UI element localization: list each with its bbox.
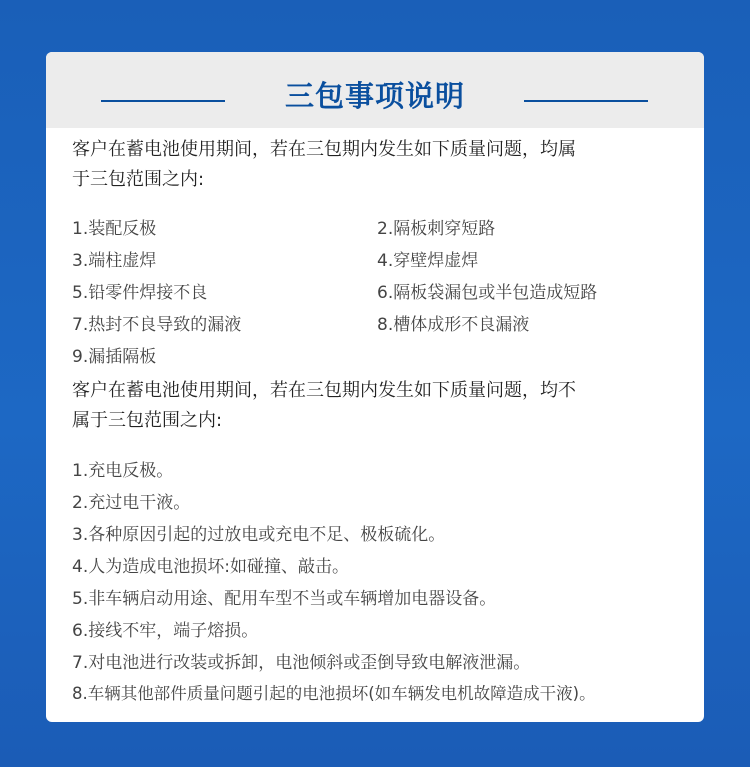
covered-item: 3.端柱虚焊	[72, 251, 157, 271]
covered-item: 1.装配反极	[72, 219, 157, 239]
covered-item: 5.铅零件焊接不良	[72, 283, 208, 303]
not-covered-item: 1.充电反极。	[72, 461, 174, 481]
covered-item: 2.隔板刺穿短路	[377, 219, 496, 239]
not-covered-item: 2.充过电干液。	[72, 493, 191, 513]
not-covered-item: 8.车辆其他部件质量问题引起的电池损坏(如车辆发电机故障造成干液)。	[72, 684, 596, 703]
page-title: 三包事项说明	[284, 79, 465, 113]
title-divider-right	[524, 100, 648, 102]
covered-item: 9.漏插隔板	[72, 347, 157, 367]
not-covered-item: 4.人为造成电池损坏:如碰撞、敲击。	[72, 557, 349, 577]
not-covered-item: 5.非车辆启动用途、配用车型不当或车辆增加电器设备。	[72, 589, 497, 609]
card-header	[46, 52, 704, 128]
not-covered-intro-line2: 属于三包范围之内:	[72, 410, 223, 431]
covered-intro-line2: 于三包范围之内:	[72, 169, 205, 190]
covered-item: 8.槽体成形不良漏液	[377, 315, 530, 335]
not-covered-intro	[72, 376, 682, 436]
not-covered-item: 7.对电池进行改装或拆卸，电池倾斜或歪倒导致电解液泄漏。	[72, 653, 531, 673]
covered-item: 4.穿壁焊虚焊	[377, 251, 479, 271]
covered-intro	[72, 135, 682, 195]
covered-item: 7.热封不良导致的漏液	[72, 315, 242, 335]
not-covered-item: 6.接线不牢，端子熔损。	[72, 621, 259, 641]
covered-item: 6.隔板袋漏包或半包造成短路	[377, 283, 598, 303]
covered-intro-line1: 客户在蓄电池使用期间，若在三包期内发生如下质量问题，均属	[72, 139, 576, 160]
not-covered-intro-line1: 客户在蓄电池使用期间，若在三包期内发生如下质量问题，均不	[72, 380, 576, 401]
warranty-card	[46, 52, 704, 722]
not-covered-item: 3.各种原因引起的过放电或充电不足、极板硫化。	[72, 525, 446, 545]
